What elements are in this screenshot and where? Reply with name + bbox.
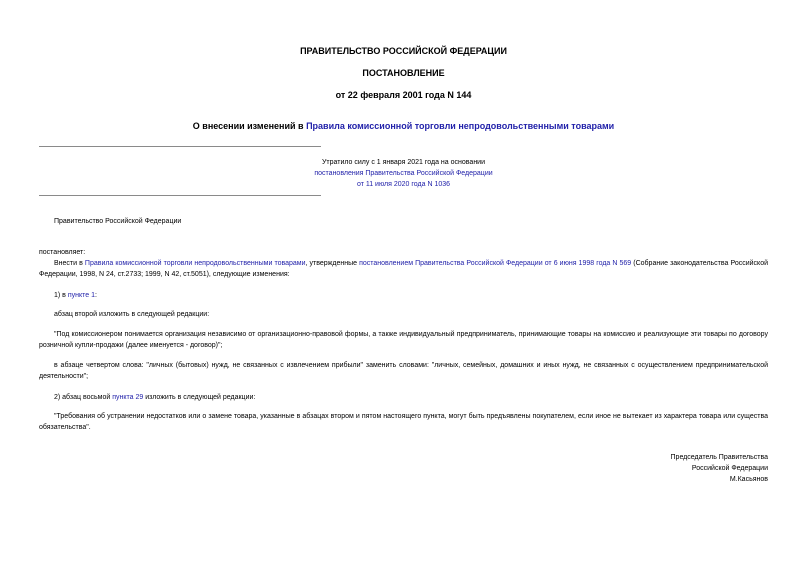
government-heading: ПРАВИТЕЛЬСТВО РОССИЙСКОЙ ФЕДЕРАЦИИ <box>300 46 507 56</box>
item-2-text-start: 2) абзац восьмой <box>54 394 113 401</box>
amendment-text-end: (Собрание законодательства Российской Федерации, 1998, N 24, ст.2733; 1999, N 42, ст.5051), следующие изменения: <box>39 260 768 278</box>
title-rules-link[interactable]: Правила комиссионной торговли непродовольственными товарами <box>306 121 615 131</box>
amendment-paragraph <box>39 258 768 280</box>
item-1-paragraph <box>39 290 768 301</box>
document-title <box>0 121 807 132</box>
item-1-subparagraph: абзац второй изложить в следующей редакции: <box>54 311 210 318</box>
point-1-link[interactable]: пункте 1 <box>67 292 95 299</box>
status-bottom-divider <box>39 195 321 196</box>
rules-link[interactable]: Правила комиссионной торговли непродовольственными товарами <box>84 260 306 267</box>
date-number-heading: от 22 февраля 2001 года N 144 <box>335 90 472 100</box>
decree-paragraph: постановляет: <box>39 249 86 256</box>
item-2-quote: "Требования об устранении недостатков или о замене товара, указанные в абзацах втором и пятом настоящего пункта, могут быть предъявлены покупателем, если иное не вытекает из характера товара или существа обязательства". <box>39 413 768 431</box>
document-type-heading: ПОСТАНОВЛЕНИЕ <box>362 68 445 78</box>
repeal-decree-link[interactable]: постановления Правительства Российской Федерации <box>314 170 493 177</box>
status-top-divider <box>39 146 321 147</box>
decree-569-link[interactable]: постановлением Правительства Российской Федерации от 6 июня 1998 года N 569 <box>359 260 632 267</box>
status-note-line-3 <box>260 179 547 190</box>
point-29-link[interactable]: пункта 29 <box>112 394 144 401</box>
repeal-decree-date-link[interactable]: от 11 июля 2020 года N 1036 <box>356 181 451 188</box>
item-1-quote: "Под комиссионером понимается организация независимо от организационно-правовой формы, а также индивидуальный предприниматель, принимающие товары на комиссию и реализующие эти товары по договору розничной купли-продажи (далее именуется - договор)"; <box>39 331 768 349</box>
title-prefix: О внесении изменений в <box>192 121 307 131</box>
status-note-line-2 <box>260 168 547 179</box>
amendment-text-middle: , утвержденные <box>305 260 360 267</box>
signature-position-line-2: Российской Федерации <box>691 465 768 472</box>
signature-position-line-1: Председатель Правительства <box>670 454 768 461</box>
amendment-text-start: Внести в <box>54 260 85 267</box>
item-1-fourth-paragraph: в абзаце четвертом слова: "личных (бытовых) нужд, не связанных с извлечением прибыли" заменить словами: "личных, семейных, домашних и иных нужд, не связанных с осуществлением предпринимательской деятельности"; <box>39 362 768 380</box>
item-2-text-end: изложить в следующей редакции: <box>143 394 256 401</box>
intro-paragraph: Правительство Российской Федерации <box>54 218 182 225</box>
status-note-line-1: Утратило силу с 1 января 2021 года на основании <box>321 159 486 166</box>
item-1-text-end: : <box>95 292 97 299</box>
signature-name: М.Касьянов <box>729 476 768 483</box>
item-1-text-start: 1) в <box>54 292 68 299</box>
item-2-paragraph <box>39 392 768 403</box>
